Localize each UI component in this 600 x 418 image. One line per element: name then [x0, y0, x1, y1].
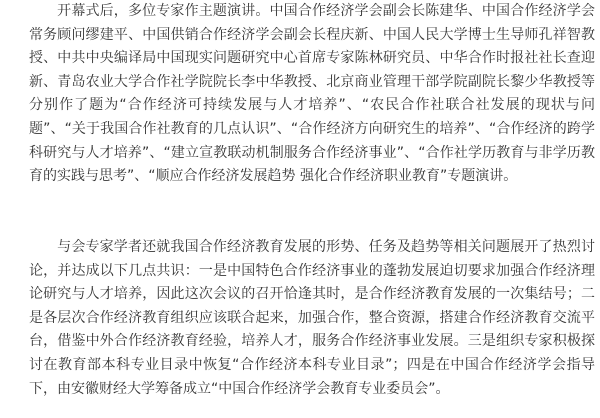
paragraph-consensus: [29, 236, 595, 401]
paragraph-text: 开幕式后，多位专家作主题演讲。中国合作经济学会副会长陈建华、中国合作经济学会常务顾问缪建平、中国供销合作经济学会副会长程庆新、中国人民大学博士生导师孔祥智教授、中共中央编译局中国现实问题研究中心首席专家陈林研究员、中华合作时报社社长查迎新、青岛农业大学合作社学院院长李中华教授、北京商业管理干部学院副院长黎少华教授等分别作了题为“合作经济可持续发展与人才培养”、“农民合作社联合社发展的现状与问题”、“关于我国合作社教育的几点认识”、“合作经济方向研究生的培养”、“合作经济的跨学科研究与人才培养”、“建立宣教联动机制服务合作经济事业”、“合作社学历教育与非学历教育的实践与思考”、“顺应合作经济发展趋势 强化合作经济职业教育”专题演讲。: [29, 3, 595, 185]
paragraph-keynote-speeches: [29, 0, 595, 189]
paragraph-text: 与会专家学者还就我国合作经济教育发展的形势、任务及趋势等相关问题展开了热烈讨论，并达成以下几点共识：一是中国特色合作经济事业的蓬勃发展迫切要求加强合作经济理论研究与人才培养，因此这次会议的召开恰逢其时，是合作经济教育发展的一次集结号；二是各层次合作经济教育组织应该联合起来，加强合作，整合资源，搭建合作经济教育交流平台，借鉴中外合作经济教育经验，培养人才，服务合作经济事业发展。三是组织专家积极探讨在教育部本科专业目录中恢复“合作经济本科专业目录”；四是在中国合作经济学会指导下，由安徽财经大学筹备成立“中国合作经济学会教育专业委员会”。: [29, 239, 595, 397]
